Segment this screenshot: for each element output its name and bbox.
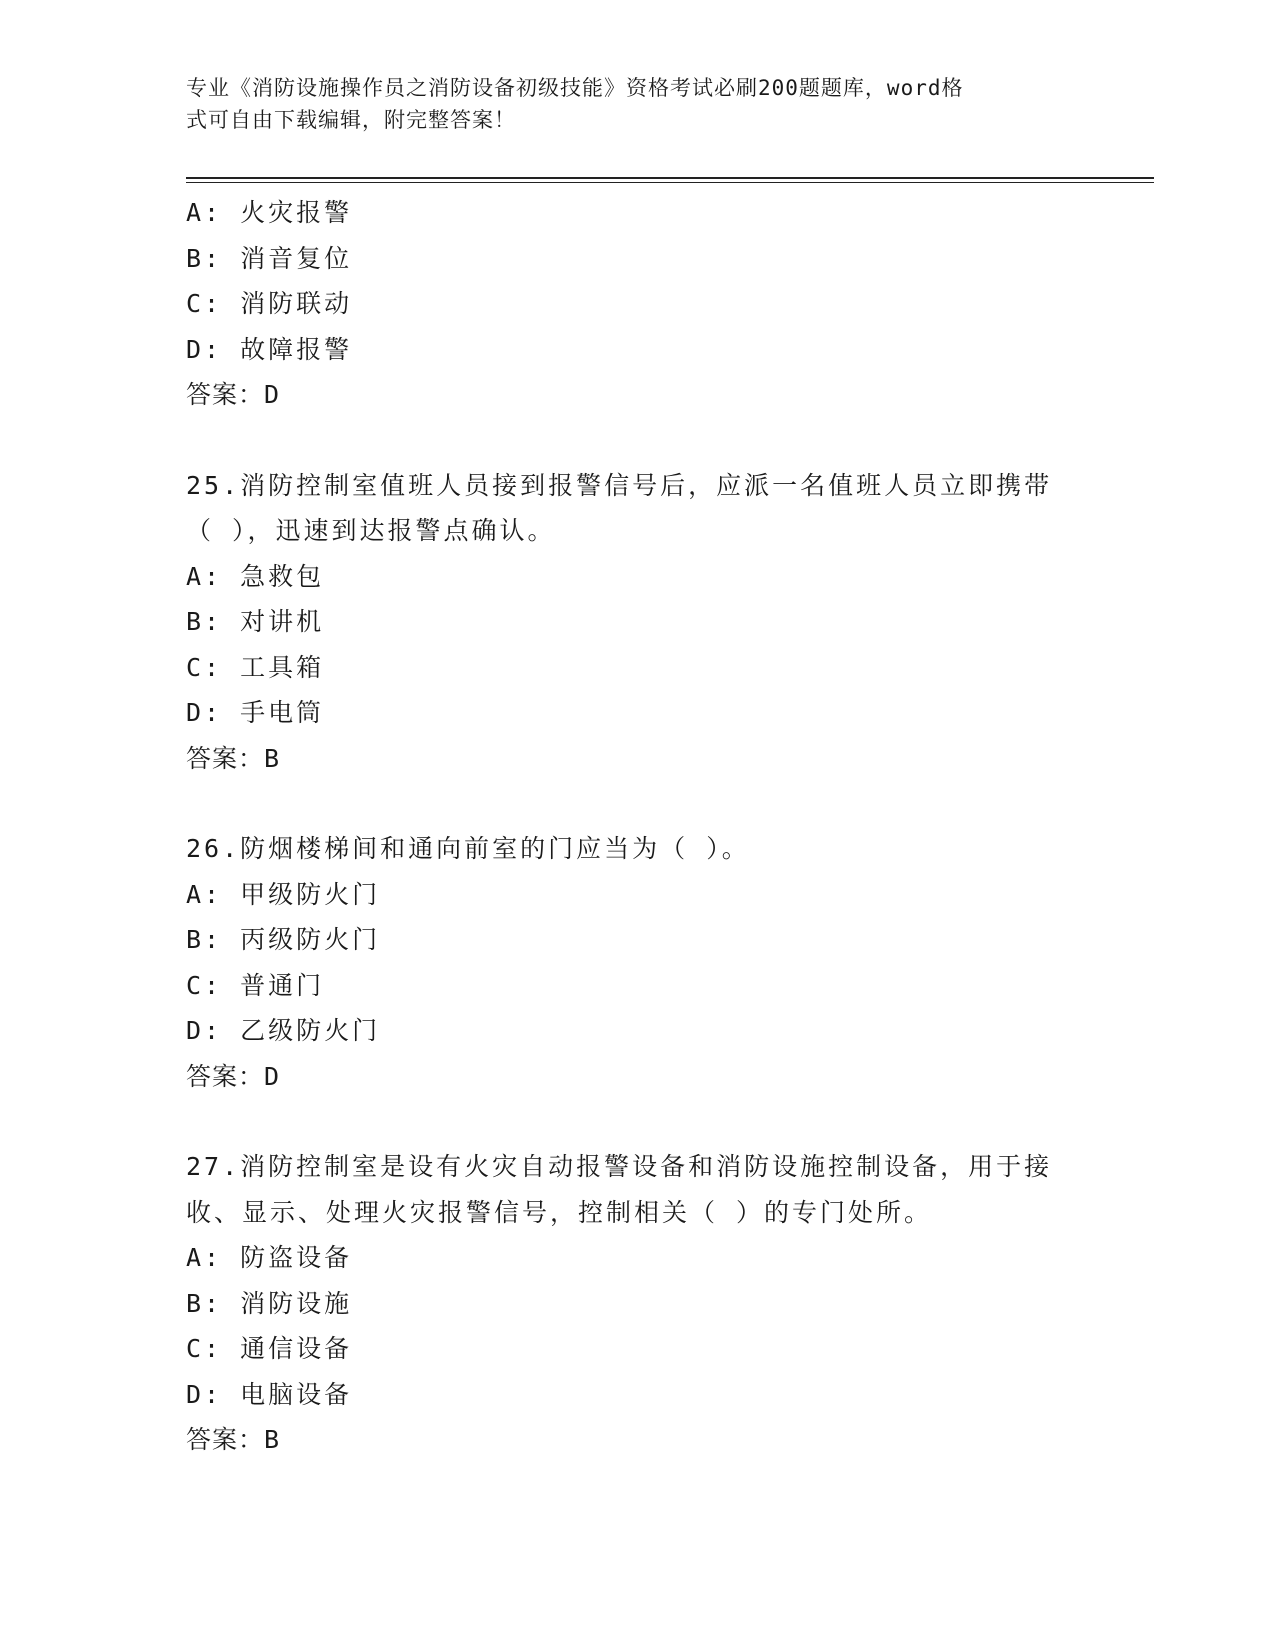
question-list [186,190,1086,1463]
option-d: D: 手电筒 [186,698,325,727]
question-25 [186,463,1086,782]
option-c: C: 普通门 [186,970,325,1000]
answer-line: 答案：B [186,743,281,773]
question-27 [186,1144,1086,1463]
answer-line: 答案：D [186,380,281,409]
spacer [186,418,1086,463]
question-stem-line-1: 26.防烟楼梯间和通向前室的门应当为（ ）。 [186,834,750,863]
spacer [186,1099,1086,1144]
document-header [186,72,1066,136]
option-b: B: 消音复位 [186,243,353,273]
spacer [186,781,1086,826]
question-stem-line-2: 收、显示、处理火灾报警信号，控制相关（ ）的专门处所。 [186,1197,933,1227]
option-a: A: 甲级防火门 [186,879,381,909]
question-stem-line-1: 27.消防控制室是设有火灾自动报警设备和消防设施控制设备，用于接 [186,1152,1053,1181]
option-b: B: 丙级防火门 [186,925,381,954]
header-line-2: 式可自由下载编辑，附完整答案！ [186,108,516,132]
option-a: A: 急救包 [186,561,325,591]
question-stem-line-2: （ ），迅速到达报警点确认。 [186,516,556,545]
option-b: B: 消防设施 [186,1288,353,1318]
question-24-tail [186,190,1086,418]
option-c: C: 工具箱 [186,652,325,682]
question-26 [186,826,1086,1099]
answer-line: 答案：B [186,1425,281,1454]
option-d: D: 故障报警 [186,334,353,364]
option-d: D: 乙级防火门 [186,1016,381,1045]
option-b: B: 对讲机 [186,607,325,636]
answer-line: 答案：D [186,1061,281,1091]
option-a: A: 防盗设备 [186,1243,353,1272]
header-divider [186,177,1154,183]
question-stem-line-1: 25.消防控制室值班人员接到报警信号后，应派一名值班人员立即携带 [186,470,1053,500]
header-line-1: 专业《消防设施操作员之消防设备初级技能》资格考试必刷200题题库，word格 [186,76,964,100]
option-c: C: 消防联动 [186,289,353,318]
option-c: C: 通信设备 [186,1334,353,1363]
option-d: D: 电脑设备 [186,1379,353,1409]
option-a: A: 火灾报警 [186,198,353,227]
